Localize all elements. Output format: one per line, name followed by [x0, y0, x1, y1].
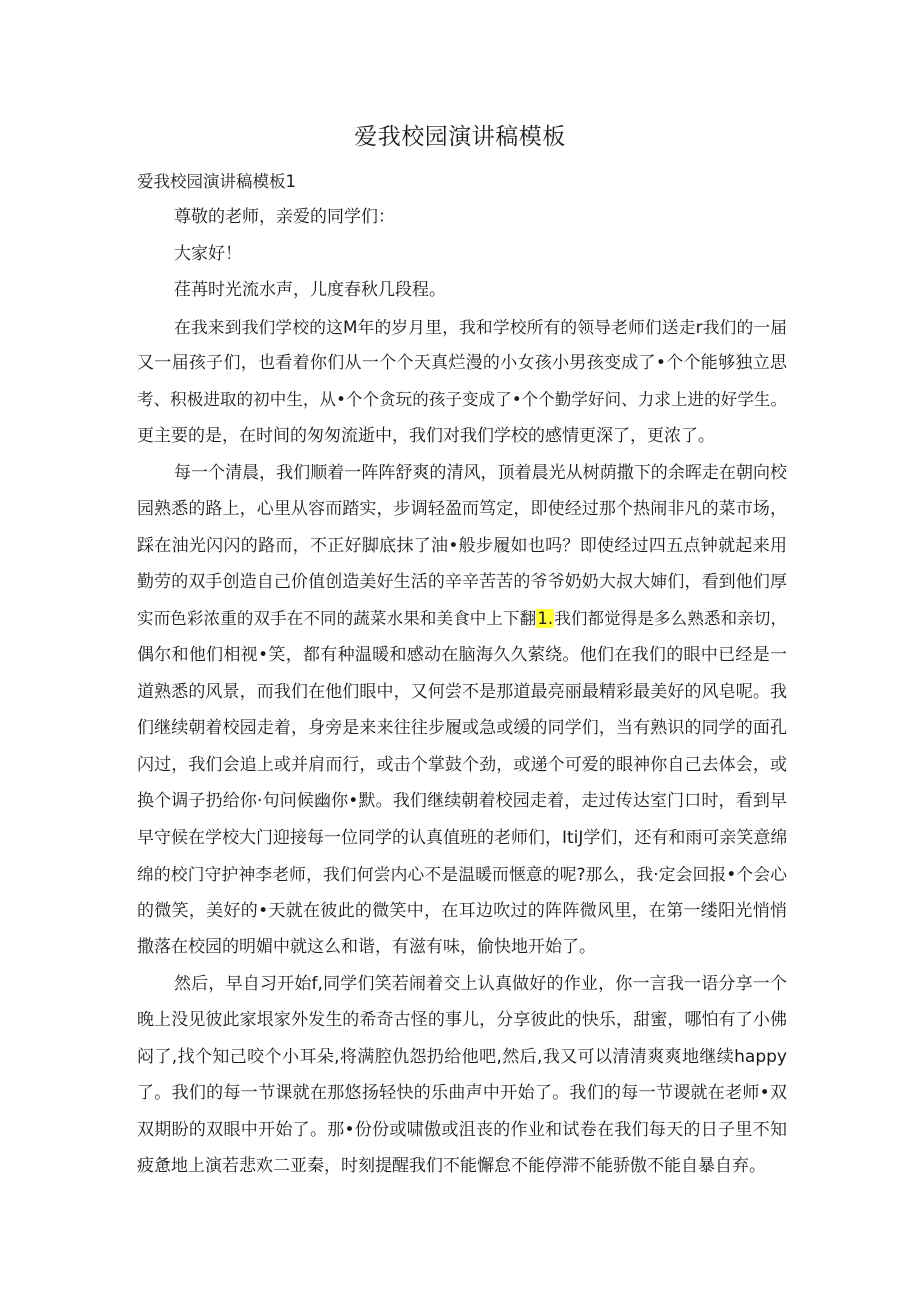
paragraph-4-line: 晚上没见彼此家垠家外发生的希奇古怪的事儿，分享彼此的快乐，甜蜜，哪怕有了小佛	[137, 1010, 787, 1030]
paragraph-3-line: 绵的校门守护神李老师，我们何尝内心不是温暖而惬意的呢?那么，我·定会回报•个会心	[137, 864, 787, 884]
line-text: 我们都觉得是多么熟悉和亲切，	[554, 609, 788, 628]
paragraph-4-line: 双期盼的双眼中开始了。那•份份或啸傲或沮丧的作业和试卷在我们每天的日子里不知	[137, 1120, 787, 1140]
document-subtitle: 爱我校园演讲稿模板1	[137, 172, 296, 191]
paragraph-4-line: 了。我们的每一节课就在那悠扬轻快的乐曲声中开始了。我们的每一节谡就在老师•双	[137, 1083, 787, 1103]
highlighted-text: 1.	[537, 609, 554, 628]
hello: 大家好！	[174, 244, 242, 264]
document-title: 爱我校园演讲稿模板	[354, 124, 566, 150]
line-text: 实而色彩浓重的双手在不同的蔬菜水果和美食中上下翻	[137, 609, 537, 628]
paragraph-3-line: 踩在油光闪闪的路而，不正好脚底抹了油•般步履如也吗？即使经过四五点钟就起来用	[137, 536, 787, 556]
paragraph-3-line-highlighted	[137, 609, 787, 629]
paragraph-3-line: 早守候在学校大门迎接每一位同学的认真值班的老师们，ItiJ学们，还有和雨可亲笑意绵	[137, 828, 788, 848]
paragraph-3-line: 们继续朝着校园走着，身旁是来来往往步履或急或缓的同学们，当有熟识的同学的面孔	[137, 718, 787, 738]
paragraph-3-line: 园熟悉的路上，心里从容而踏实，步调轻盈而笃定，即使经过那个热闹非凡的菜市场，	[137, 499, 787, 519]
paragraph-3-line: 闪过，我们会追上或并肩而行，或击个掌鼓个劲，或递个可爱的眼神你自己去体会，或	[137, 755, 787, 775]
paragraph-4-line: 然后，早自习开始f,同学们笑若闹着交上认真做好的作业，你一言我一语分享一个	[174, 974, 787, 994]
paragraph-3-line: 撒落在校园的明媚中就这么和谐，有滋有味，偷快地开始了。	[137, 937, 596, 957]
paragraph-4-line: 闷了,找个知己咬个小耳朵,将满腔仇怨扔给他吧,然后,我又可以清清爽爽地继续happy	[137, 1047, 787, 1067]
paragraph-2-line: 又一届孩子们，也看着你们从一个个天真烂漫的小女孩小男孩变成了•个个能够独立思	[137, 353, 787, 373]
paragraph-3-line: 勤劳的双手创造自己价值创造美好生活的辛辛苦苦的爷爷奶奶大叔大婶们，看到他们厚	[137, 572, 787, 592]
paragraph-2-line: 在我来到我们学校的这M年的岁月里，我和学校所有的领导老师们送走r我们的一届	[174, 317, 787, 337]
paragraph-1: 荏苒时光流水声，儿度春秋几段程。	[174, 280, 446, 300]
paragraph-3-line: 换个调子扔给你·句问候幽你•默。我们继续朝着校园走着，走过传达室门口时，看到早	[137, 791, 787, 811]
paragraph-3-line: 的微笑，美好的•天就在彼此的微笑中，在耳边吹过的阵阵微风里，在第一缕阳光悄悄	[137, 901, 787, 921]
paragraph-3-line: 每一个清晨，我们顺着一阵阵舒爽的清风，顶着晨光从树荫撒下的余晖走在朝向校	[174, 463, 787, 483]
paragraph-2-line: 考、积极进取的初中生，从•个个贪玩的孩子变成了•个个勤学好问、力求上进的好学生。	[137, 390, 787, 409]
greeting: 尊敬的老师，亲爱的同学们：	[174, 207, 395, 227]
paragraph-2-line: 更主要的是，在时间的匆匆流逝中，我们对我们学校的感情更深了，更浓了。	[137, 426, 715, 446]
paragraph-4-line: 疲惫地上演若悲欢二亚秦，时刻提醒我们不能懈怠不能停滞不能骄傲不能自暴自弃。	[137, 1156, 766, 1176]
paragraph-3-line: 偶尔和他们相视•笑，都有种温暖和感动在脑海久久萦绕。他们在我们的眼中已经是一	[137, 645, 787, 665]
paragraph-3-line: 道熟悉的风景，而我们在他们眼中，又何尝不是那道最亮丽最精彩最美好的风皂呢。我	[137, 682, 787, 702]
